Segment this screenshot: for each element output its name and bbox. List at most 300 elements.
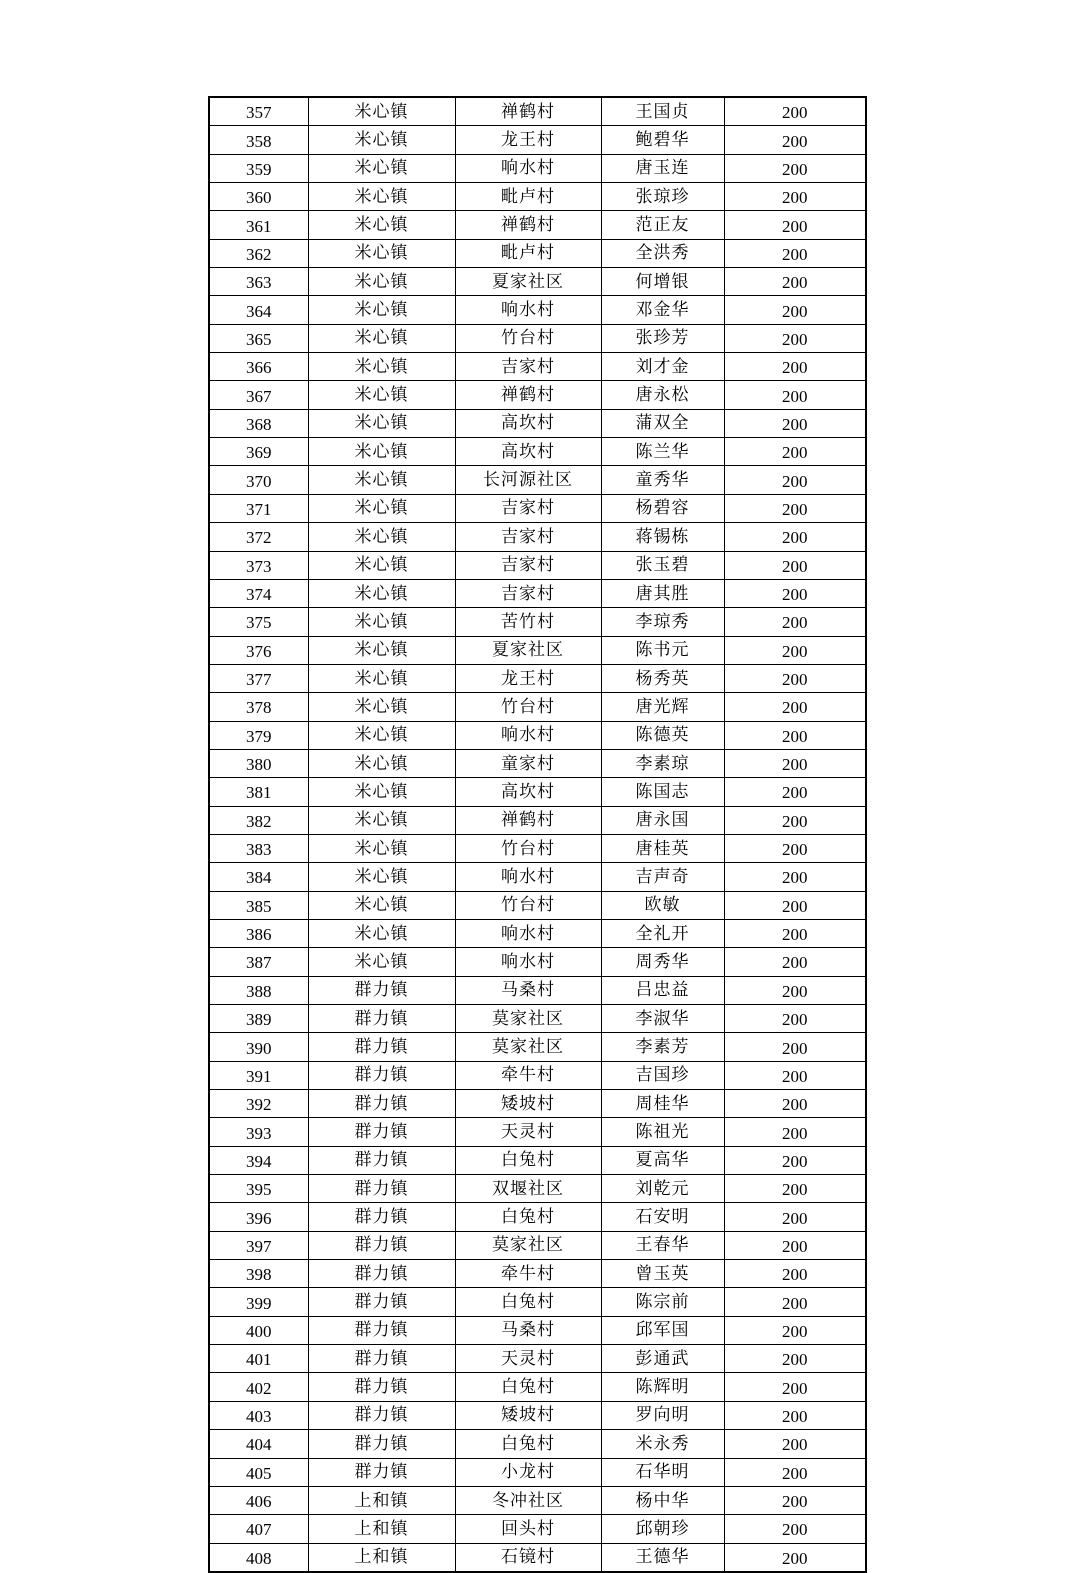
serial-number-cell: 406: [209, 1486, 308, 1514]
town-cell: 米心镇: [308, 211, 455, 239]
name-cell: 蒋锡栋: [601, 523, 724, 551]
village-cell: 白兔村: [455, 1146, 601, 1174]
table-row: [209, 948, 866, 976]
table-row: [209, 183, 866, 211]
village-cell: 矮坡村: [455, 1090, 601, 1118]
table-row: [209, 494, 866, 522]
amount-cell: 200: [724, 1430, 866, 1458]
amount-cell: 200: [724, 1316, 866, 1344]
serial-number-cell: 371: [209, 494, 308, 522]
table-row: [209, 126, 866, 154]
table-row: [209, 976, 866, 1004]
name-cell: 王德华: [601, 1543, 724, 1572]
serial-number-cell: 403: [209, 1401, 308, 1429]
village-cell: 竹台村: [455, 891, 601, 919]
village-cell: 童家村: [455, 749, 601, 777]
amount-cell: 200: [724, 636, 866, 664]
amount-cell: 200: [724, 1345, 866, 1373]
town-cell: 米心镇: [308, 863, 455, 891]
table-row: [209, 1118, 866, 1146]
name-cell: 陈兰华: [601, 438, 724, 466]
amount-cell: 200: [724, 126, 866, 154]
name-cell: 石安明: [601, 1203, 724, 1231]
town-cell: 米心镇: [308, 523, 455, 551]
town-cell: 米心镇: [308, 948, 455, 976]
serial-number-cell: 377: [209, 664, 308, 692]
village-cell: 竹台村: [455, 324, 601, 352]
amount-cell: 200: [724, 919, 866, 947]
village-cell: 牵牛村: [455, 1260, 601, 1288]
amount-cell: 200: [724, 494, 866, 522]
town-cell: 群力镇: [308, 1316, 455, 1344]
name-cell: 邓金华: [601, 296, 724, 324]
village-cell: 双堰社区: [455, 1175, 601, 1203]
town-cell: 米心镇: [308, 664, 455, 692]
amount-cell: 200: [724, 1373, 866, 1401]
serial-number-cell: 383: [209, 834, 308, 862]
village-cell: 禅鹤村: [455, 97, 601, 126]
town-cell: 米心镇: [308, 324, 455, 352]
serial-number-cell: 366: [209, 353, 308, 381]
village-cell: 夏家社区: [455, 268, 601, 296]
serial-number-cell: 358: [209, 126, 308, 154]
amount-cell: 200: [724, 324, 866, 352]
amount-cell: 200: [724, 1118, 866, 1146]
serial-number-cell: 361: [209, 211, 308, 239]
village-cell: 小龙村: [455, 1458, 601, 1486]
village-cell: 夏家社区: [455, 636, 601, 664]
table-row: [209, 1260, 866, 1288]
town-cell: 米心镇: [308, 239, 455, 267]
amount-cell: 200: [724, 948, 866, 976]
serial-number-cell: 359: [209, 154, 308, 182]
name-cell: 陈国志: [601, 778, 724, 806]
table-row: [209, 466, 866, 494]
serial-number-cell: 362: [209, 239, 308, 267]
name-cell: 张珍芳: [601, 324, 724, 352]
town-cell: 米心镇: [308, 494, 455, 522]
town-cell: 米心镇: [308, 438, 455, 466]
village-cell: 吉家村: [455, 579, 601, 607]
amount-cell: 200: [724, 183, 866, 211]
amount-cell: 200: [724, 749, 866, 777]
table-row: [209, 1316, 866, 1344]
village-cell: 天灵村: [455, 1345, 601, 1373]
table-row: [209, 1231, 866, 1259]
amount-cell: 200: [724, 863, 866, 891]
name-cell: 杨中华: [601, 1486, 724, 1514]
table-row: [209, 579, 866, 607]
amount-cell: 200: [724, 1458, 866, 1486]
name-cell: 全礼开: [601, 919, 724, 947]
village-cell: 禅鹤村: [455, 806, 601, 834]
table-row: [209, 381, 866, 409]
serial-number-cell: 394: [209, 1146, 308, 1174]
town-cell: 米心镇: [308, 154, 455, 182]
village-cell: 禅鹤村: [455, 211, 601, 239]
town-cell: 米心镇: [308, 466, 455, 494]
village-cell: 吉家村: [455, 494, 601, 522]
serial-number-cell: 374: [209, 579, 308, 607]
table-row: [209, 1373, 866, 1401]
town-cell: 群力镇: [308, 1288, 455, 1316]
village-cell: 吉家村: [455, 353, 601, 381]
town-cell: 群力镇: [308, 1458, 455, 1486]
name-cell: 曾玉英: [601, 1260, 724, 1288]
serial-number-cell: 386: [209, 919, 308, 947]
amount-cell: 200: [724, 579, 866, 607]
serial-number-cell: 400: [209, 1316, 308, 1344]
town-cell: 群力镇: [308, 1146, 455, 1174]
amount-cell: 200: [724, 608, 866, 636]
amount-cell: 200: [724, 353, 866, 381]
table-row: [209, 1033, 866, 1061]
village-cell: 龙王村: [455, 126, 601, 154]
name-cell: 唐桂英: [601, 834, 724, 862]
table-row: [209, 97, 866, 126]
serial-number-cell: 392: [209, 1090, 308, 1118]
serial-number-cell: 398: [209, 1260, 308, 1288]
serial-number-cell: 381: [209, 778, 308, 806]
serial-number-cell: 367: [209, 381, 308, 409]
amount-cell: 200: [724, 523, 866, 551]
village-cell: 毗卢村: [455, 239, 601, 267]
village-cell: 马桑村: [455, 976, 601, 1004]
name-cell: 唐光辉: [601, 693, 724, 721]
amount-cell: 200: [724, 1486, 866, 1514]
town-cell: 米心镇: [308, 778, 455, 806]
table-row: [209, 211, 866, 239]
amount-cell: 200: [724, 97, 866, 126]
serial-number-cell: 396: [209, 1203, 308, 1231]
village-cell: 竹台村: [455, 693, 601, 721]
amount-cell: 200: [724, 693, 866, 721]
village-cell: 苦竹村: [455, 608, 601, 636]
town-cell: 群力镇: [308, 1118, 455, 1146]
table-row: [209, 154, 866, 182]
serial-number-cell: 407: [209, 1515, 308, 1543]
amount-cell: 200: [724, 1146, 866, 1174]
town-cell: 米心镇: [308, 183, 455, 211]
name-cell: 陈书元: [601, 636, 724, 664]
village-cell: 回头村: [455, 1515, 601, 1543]
table-row: [209, 693, 866, 721]
table-row: [209, 438, 866, 466]
name-cell: 彭通武: [601, 1345, 724, 1373]
amount-cell: 200: [724, 778, 866, 806]
amount-cell: 200: [724, 438, 866, 466]
table-row: [209, 834, 866, 862]
serial-number-cell: 393: [209, 1118, 308, 1146]
serial-number-cell: 378: [209, 693, 308, 721]
name-cell: 吉国珍: [601, 1061, 724, 1089]
town-cell: 群力镇: [308, 1373, 455, 1401]
serial-number-cell: 384: [209, 863, 308, 891]
town-cell: 米心镇: [308, 551, 455, 579]
town-cell: 米心镇: [308, 891, 455, 919]
table-row: [209, 1203, 866, 1231]
serial-number-cell: 391: [209, 1061, 308, 1089]
serial-number-cell: 402: [209, 1373, 308, 1401]
village-cell: 高坎村: [455, 778, 601, 806]
serial-number-cell: 370: [209, 466, 308, 494]
table-row: [209, 608, 866, 636]
table-row: [209, 268, 866, 296]
town-cell: 米心镇: [308, 636, 455, 664]
name-cell: 唐玉连: [601, 154, 724, 182]
town-cell: 米心镇: [308, 97, 455, 126]
village-cell: 响水村: [455, 296, 601, 324]
name-cell: 米永秀: [601, 1430, 724, 1458]
table-row: [209, 1175, 866, 1203]
name-cell: 刘才金: [601, 353, 724, 381]
table-row: [209, 806, 866, 834]
amount-cell: 200: [724, 891, 866, 919]
serial-number-cell: 364: [209, 296, 308, 324]
name-cell: 陈祖光: [601, 1118, 724, 1146]
name-cell: 夏高华: [601, 1146, 724, 1174]
name-cell: 鲍碧华: [601, 126, 724, 154]
town-cell: 米心镇: [308, 126, 455, 154]
town-cell: 米心镇: [308, 353, 455, 381]
name-cell: 陈德英: [601, 721, 724, 749]
village-cell: 响水村: [455, 863, 601, 891]
village-cell: 牵牛村: [455, 1061, 601, 1089]
village-cell: 毗卢村: [455, 183, 601, 211]
amount-cell: 200: [724, 1288, 866, 1316]
table-row: [209, 551, 866, 579]
amount-cell: 200: [724, 211, 866, 239]
village-cell: 响水村: [455, 154, 601, 182]
name-cell: 邱朝珍: [601, 1515, 724, 1543]
town-cell: 群力镇: [308, 1033, 455, 1061]
table-row: [209, 919, 866, 947]
town-cell: 米心镇: [308, 296, 455, 324]
town-cell: 群力镇: [308, 1005, 455, 1033]
town-cell: 米心镇: [308, 608, 455, 636]
amount-cell: 200: [724, 1543, 866, 1572]
name-cell: 唐其胜: [601, 579, 724, 607]
village-cell: 禅鹤村: [455, 381, 601, 409]
village-cell: 石镜村: [455, 1543, 601, 1572]
name-cell: 欧敏: [601, 891, 724, 919]
name-cell: 全洪秀: [601, 239, 724, 267]
table-row: [209, 1345, 866, 1373]
amount-cell: 200: [724, 976, 866, 1004]
town-cell: 上和镇: [308, 1486, 455, 1514]
amount-cell: 200: [724, 1203, 866, 1231]
table-row: [209, 1061, 866, 1089]
name-cell: 刘乾元: [601, 1175, 724, 1203]
village-cell: 莫家社区: [455, 1005, 601, 1033]
serial-number-cell: 357: [209, 97, 308, 126]
name-cell: 王春华: [601, 1231, 724, 1259]
name-cell: 范正友: [601, 211, 724, 239]
name-cell: 杨秀英: [601, 664, 724, 692]
amount-cell: 200: [724, 466, 866, 494]
amount-cell: 200: [724, 1005, 866, 1033]
name-cell: 李素琼: [601, 749, 724, 777]
amount-cell: 200: [724, 381, 866, 409]
table-row: [209, 239, 866, 267]
amount-cell: 200: [724, 1401, 866, 1429]
table-row: [209, 523, 866, 551]
village-cell: 龙王村: [455, 664, 601, 692]
name-cell: 石华明: [601, 1458, 724, 1486]
village-cell: 竹台村: [455, 834, 601, 862]
name-cell: 罗向明: [601, 1401, 724, 1429]
serial-number-cell: 404: [209, 1430, 308, 1458]
table-row: [209, 891, 866, 919]
village-cell: 吉家村: [455, 551, 601, 579]
serial-number-cell: 388: [209, 976, 308, 1004]
town-cell: 群力镇: [308, 1260, 455, 1288]
table-row: [209, 1401, 866, 1429]
village-cell: 长河源社区: [455, 466, 601, 494]
name-cell: 李素芳: [601, 1033, 724, 1061]
table-row: [209, 863, 866, 891]
town-cell: 群力镇: [308, 976, 455, 1004]
name-cell: 张琼珍: [601, 183, 724, 211]
village-cell: 莫家社区: [455, 1231, 601, 1259]
serial-number-cell: 380: [209, 749, 308, 777]
town-cell: 群力镇: [308, 1061, 455, 1089]
village-cell: 响水村: [455, 919, 601, 947]
village-cell: 冬冲社区: [455, 1486, 601, 1514]
town-cell: 群力镇: [308, 1175, 455, 1203]
town-cell: 群力镇: [308, 1430, 455, 1458]
town-cell: 米心镇: [308, 721, 455, 749]
table-row: [209, 1486, 866, 1514]
serial-number-cell: 368: [209, 409, 308, 437]
amount-cell: 200: [724, 1260, 866, 1288]
town-cell: 米心镇: [308, 381, 455, 409]
amount-cell: 200: [724, 1515, 866, 1543]
serial-number-cell: 360: [209, 183, 308, 211]
name-cell: 何增银: [601, 268, 724, 296]
town-cell: 米心镇: [308, 693, 455, 721]
serial-number-cell: 401: [209, 1345, 308, 1373]
roster-body: [209, 97, 866, 1572]
village-cell: 矮坡村: [455, 1401, 601, 1429]
amount-cell: 200: [724, 1033, 866, 1061]
town-cell: 上和镇: [308, 1543, 455, 1572]
serial-number-cell: 379: [209, 721, 308, 749]
serial-number-cell: 363: [209, 268, 308, 296]
village-cell: 白兔村: [455, 1288, 601, 1316]
table-row: [209, 1146, 866, 1174]
amount-cell: 200: [724, 551, 866, 579]
table-row: [209, 1288, 866, 1316]
name-cell: 李淑华: [601, 1005, 724, 1033]
amount-cell: 200: [724, 664, 866, 692]
amount-cell: 200: [724, 834, 866, 862]
village-cell: 高坎村: [455, 438, 601, 466]
name-cell: 陈宗前: [601, 1288, 724, 1316]
town-cell: 群力镇: [308, 1231, 455, 1259]
serial-number-cell: 372: [209, 523, 308, 551]
serial-number-cell: 395: [209, 1175, 308, 1203]
amount-cell: 200: [724, 721, 866, 749]
serial-number-cell: 382: [209, 806, 308, 834]
table-row: [209, 721, 866, 749]
serial-number-cell: 405: [209, 1458, 308, 1486]
village-cell: 响水村: [455, 721, 601, 749]
amount-cell: 200: [724, 154, 866, 182]
town-cell: 米心镇: [308, 409, 455, 437]
table-row: [209, 749, 866, 777]
serial-number-cell: 387: [209, 948, 308, 976]
amount-cell: 200: [724, 1231, 866, 1259]
village-cell: 马桑村: [455, 1316, 601, 1344]
table-row: [209, 1090, 866, 1118]
serial-number-cell: 385: [209, 891, 308, 919]
serial-number-cell: 389: [209, 1005, 308, 1033]
table-row: [209, 664, 866, 692]
amount-cell: 200: [724, 806, 866, 834]
town-cell: 米心镇: [308, 806, 455, 834]
table-row: [209, 1543, 866, 1572]
name-cell: 吕忠益: [601, 976, 724, 1004]
name-cell: 陈辉明: [601, 1373, 724, 1401]
town-cell: 群力镇: [308, 1345, 455, 1373]
table-row: [209, 1005, 866, 1033]
village-cell: 响水村: [455, 948, 601, 976]
name-cell: 周秀华: [601, 948, 724, 976]
amount-cell: 200: [724, 1061, 866, 1089]
name-cell: 周桂华: [601, 1090, 724, 1118]
name-cell: 唐永国: [601, 806, 724, 834]
amount-cell: 200: [724, 1175, 866, 1203]
amount-cell: 200: [724, 268, 866, 296]
table-row: [209, 324, 866, 352]
name-cell: 杨碧容: [601, 494, 724, 522]
amount-cell: 200: [724, 1090, 866, 1118]
roster-table: [208, 96, 867, 1573]
name-cell: 蒲双全: [601, 409, 724, 437]
table-row: [209, 409, 866, 437]
town-cell: 上和镇: [308, 1515, 455, 1543]
village-cell: 白兔村: [455, 1430, 601, 1458]
town-cell: 米心镇: [308, 919, 455, 947]
name-cell: 吉声奇: [601, 863, 724, 891]
village-cell: 吉家村: [455, 523, 601, 551]
village-cell: 白兔村: [455, 1203, 601, 1231]
name-cell: 张玉碧: [601, 551, 724, 579]
town-cell: 米心镇: [308, 579, 455, 607]
village-cell: 高坎村: [455, 409, 601, 437]
village-cell: 莫家社区: [455, 1033, 601, 1061]
serial-number-cell: 397: [209, 1231, 308, 1259]
table-row: [209, 1515, 866, 1543]
amount-cell: 200: [724, 239, 866, 267]
serial-number-cell: 376: [209, 636, 308, 664]
serial-number-cell: 369: [209, 438, 308, 466]
table-row: [209, 778, 866, 806]
town-cell: 群力镇: [308, 1401, 455, 1429]
serial-number-cell: 375: [209, 608, 308, 636]
amount-cell: 200: [724, 409, 866, 437]
village-cell: 白兔村: [455, 1373, 601, 1401]
village-cell: 天灵村: [455, 1118, 601, 1146]
town-cell: 群力镇: [308, 1203, 455, 1231]
name-cell: 李琼秀: [601, 608, 724, 636]
serial-number-cell: 408: [209, 1543, 308, 1572]
serial-number-cell: 365: [209, 324, 308, 352]
town-cell: 米心镇: [308, 268, 455, 296]
serial-number-cell: 390: [209, 1033, 308, 1061]
name-cell: 邱军国: [601, 1316, 724, 1344]
